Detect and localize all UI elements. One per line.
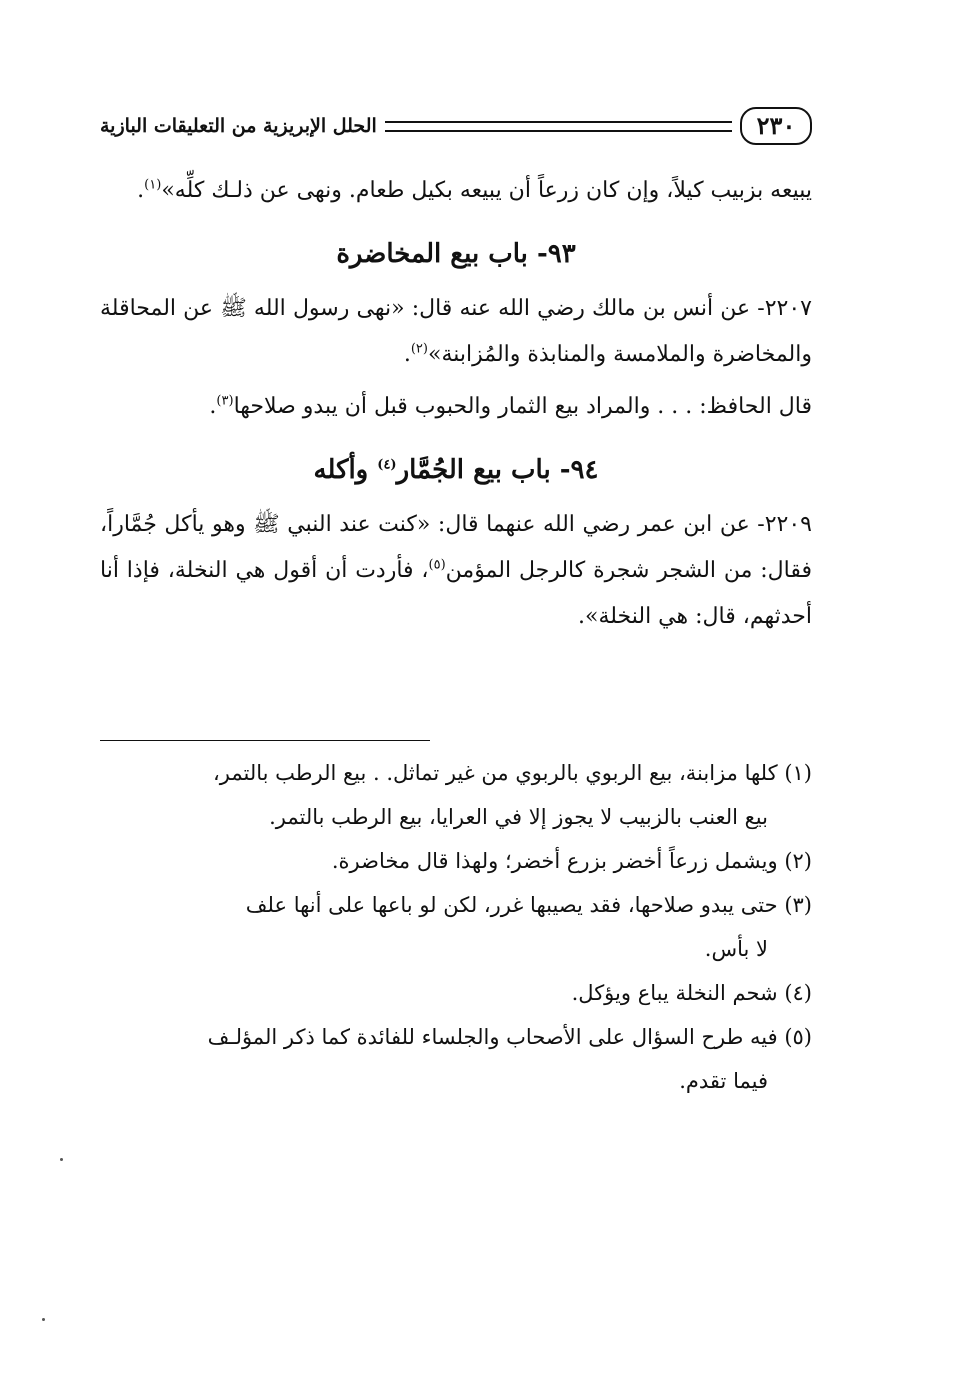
continued-paragraph <box>100 168 812 214</box>
hadith-text: عن أنس بن مالك رضي الله عنه قال: «نهى رسول الله ﷺ عن المحاقلة والمخاضرة والملامسة والمنابذة والمُزابنة» <box>100 296 812 367</box>
footnote-5-cont: فيما تقدم. <box>679 1069 768 1093</box>
footnote-text: حتى يبدو صلاحها، فقد يصيبها غرر، لكن لو باعها على أنها علف <box>245 893 778 917</box>
section-94-title <box>100 450 812 490</box>
page-number: ٢٣٠ <box>740 107 812 145</box>
hadith-text-a: عن ابن عمر رضي الله عنهما قال: «كنت عند النبي ﷺ وهو يأكل جُمَّاراً، فقال: من الشجر شجرة كالرجل المؤمن <box>100 512 812 583</box>
footnote-1 <box>100 751 812 795</box>
footnote-3 <box>100 883 812 927</box>
section-94-title-main: ٩٤- باب بيع الجُمَّار <box>396 455 599 485</box>
footnotes <box>100 751 812 1103</box>
sentence-end: . <box>403 342 411 367</box>
scan-speck <box>42 1318 45 1321</box>
footnote-number: (٣) <box>784 893 812 917</box>
footnote-ref-2: (٢) <box>410 341 428 357</box>
sentence-end: . <box>137 178 145 203</box>
hafiz-text: قال الحافظ: . . . والمراد بيع الثمار والحبوب قبل أن يبدو صلاحها <box>233 394 812 419</box>
hadith-number: ٢٢٠٧- <box>757 296 812 321</box>
footnote-1-cont: بيع العنب بالزبيب لا يجوز إلا في العرايا، بيع الرطب بالتمر. <box>269 805 768 829</box>
hadith-2207 <box>100 286 812 378</box>
header-rule <box>385 121 732 132</box>
footnote-number: (١) <box>784 761 812 785</box>
footnote-text: فيه طرح السؤال على الأصحاب والجلساء للفائدة كما ذكر المؤلـف <box>207 1025 778 1049</box>
hadith-number: ٢٢٠٩- <box>757 512 812 537</box>
footnote-number: (٤) <box>784 981 812 1005</box>
scan-speck <box>60 1158 63 1161</box>
footnote-text: ويشمل زرعاً أخضر بزرع أخضر؛ ولهذا قال مخاضرة. <box>331 849 778 873</box>
footnote-ref-4: (٤) <box>377 457 397 473</box>
continued-text: يبيعه بزبيب كيلاً، وإن كان زرعاً أن يبيعه بكيل طعام. ونهى عن ذلـك كلِّه» <box>161 178 812 203</box>
footnote-text: كلها مزابنة، بيع الربوي بالربوي من غير تماثل. . بيع الرطب بالتمر، <box>212 761 778 785</box>
book-page <box>100 98 812 1278</box>
sentence-end: . <box>209 394 217 419</box>
section-93-title: ٩٣- باب بيع المخاضرة <box>336 239 576 269</box>
footnote-ref-5: (٥) <box>428 557 446 573</box>
footnote-ref-3: (٣) <box>216 393 234 409</box>
footnote-number: (٢) <box>784 849 812 873</box>
footnote-2 <box>100 839 812 883</box>
hafiz-comment <box>100 384 812 430</box>
book-title: الحلل الإبريزية من التعليقات البازية <box>100 115 377 137</box>
section-94-title-tail: وأكله <box>313 455 378 485</box>
hadith-2209 <box>100 502 812 640</box>
footnote-3-cont: لا بأس. <box>704 937 768 961</box>
footnote-separator <box>100 740 430 741</box>
footnote-4 <box>100 971 812 1015</box>
footnote-ref-1: (١) <box>144 177 162 193</box>
running-head <box>100 98 812 154</box>
hadith-text-b: ، فأردت أن أقول هي النخلة، فإذا أنا أحدثهم، قال: هي النخلة». <box>100 558 812 629</box>
footnote-text: شحم النخلة يباع ويؤكل. <box>571 981 778 1005</box>
footnote-5 <box>100 1015 812 1059</box>
footnote-number: (٥) <box>784 1025 812 1049</box>
